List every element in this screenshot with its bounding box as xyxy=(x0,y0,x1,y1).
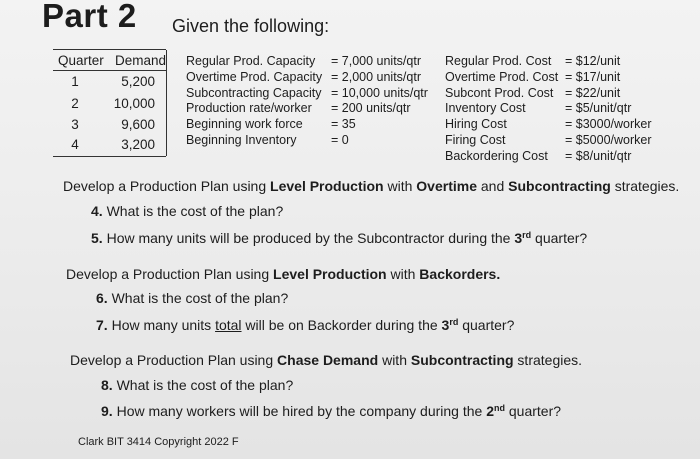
param-label: Beginning Inventory xyxy=(186,133,297,147)
emphasis: Subcontracting xyxy=(508,178,611,194)
param-value: = 0 xyxy=(331,133,349,147)
param-value: = $22/unit xyxy=(565,86,621,100)
demand-table xyxy=(53,49,166,157)
question-number: 4. xyxy=(91,203,103,219)
question-text: quarter? xyxy=(531,230,588,246)
question-text: What is the cost of the plan? xyxy=(116,377,294,393)
param-value: = 2,000 units/qtr xyxy=(331,70,421,84)
emphasis: 3 xyxy=(441,317,450,333)
question-text: will be on Backorder during the xyxy=(241,317,442,333)
question-number: 6. xyxy=(96,290,108,306)
param-value: = $12/unit xyxy=(565,54,621,68)
emphasis: Level Production xyxy=(270,178,384,194)
question-text: How many workers will be hired by the company during the xyxy=(116,403,487,419)
table-header-demand: Demand xyxy=(115,53,167,68)
given-heading: Given the following: xyxy=(172,16,330,36)
text: with xyxy=(378,352,411,368)
param-value: = 10,000 units/qtr xyxy=(331,86,428,100)
emphasis: 2 xyxy=(486,403,494,419)
table-cell-quarter: 2 xyxy=(71,96,79,111)
param-label: Subcontracting Capacity xyxy=(186,86,322,100)
param-label: Firing Cost xyxy=(445,133,506,147)
table-cell-demand: 10,000 xyxy=(113,96,155,111)
text: strategies. xyxy=(513,352,583,368)
param-label: Beginning work force xyxy=(186,117,303,131)
question-number: 7. xyxy=(96,317,108,333)
table-header-divider xyxy=(53,70,166,71)
superscript: rd xyxy=(449,317,459,327)
text: Develop a Production Plan using xyxy=(66,266,274,282)
table-cell-quarter: 1 xyxy=(71,74,79,89)
param-label: Regular Prod. Cost xyxy=(445,54,552,68)
text: strategies. xyxy=(610,178,680,194)
param-value: = $3000/worker xyxy=(565,117,652,131)
param-label: Inventory Cost xyxy=(445,101,526,115)
param-value: = 35 xyxy=(331,117,356,131)
question-text: How many units xyxy=(111,317,216,333)
page-title: Part 2 xyxy=(42,0,137,34)
table-cell-demand: 3,200 xyxy=(121,137,155,152)
question-text: What is the cost of the plan? xyxy=(106,203,284,219)
table-cell-demand: 5,200 xyxy=(121,74,155,89)
text: with xyxy=(383,178,417,194)
param-value: = $5/unit/qtr xyxy=(565,101,632,115)
table-cell-quarter: 3 xyxy=(71,117,79,132)
question-5 xyxy=(91,230,587,246)
question-8 xyxy=(101,377,293,393)
param-value: = 7,000 units/qtr xyxy=(331,54,421,68)
question-7 xyxy=(96,317,514,333)
text: with xyxy=(386,266,420,282)
param-label: Regular Prod. Capacity xyxy=(186,54,316,68)
param-value: = $5000/worker xyxy=(565,133,652,147)
emphasis: 3 xyxy=(514,230,523,246)
param-label: Overtime Prod. Capacity xyxy=(186,70,323,84)
param-value: = $17/unit xyxy=(565,70,621,84)
emphasis: Chase Demand xyxy=(277,352,379,368)
footer-copyright: Clark BIT 3414 Copyright 2022 F xyxy=(78,436,239,448)
question-text: How many units will be produced by the Subcontractor during the xyxy=(106,230,515,246)
emphasis: Backorders. xyxy=(419,266,501,282)
emphasis: Overtime xyxy=(416,178,477,194)
section1-intro xyxy=(63,178,679,194)
question-6 xyxy=(96,290,288,306)
param-label: Production rate/worker xyxy=(186,101,312,115)
question-number: 9. xyxy=(101,403,113,419)
question-text: quarter? xyxy=(505,403,562,419)
param-value: = 200 units/qtr xyxy=(331,101,411,115)
param-value: = $8/unit/qtr xyxy=(565,149,632,163)
text: Develop a Production Plan using xyxy=(63,178,271,194)
param-label: Hiring Cost xyxy=(445,117,507,131)
table-cell-quarter: 4 xyxy=(71,137,79,152)
section3-intro xyxy=(70,352,582,368)
section2-intro xyxy=(66,266,500,282)
question-text: quarter? xyxy=(458,317,515,333)
superscript: rd xyxy=(522,230,532,240)
question-number: 5. xyxy=(91,230,103,246)
param-label: Backordering Cost xyxy=(445,149,548,163)
text: Develop a Production Plan using xyxy=(70,352,278,368)
table-header-quarter: Quarter xyxy=(58,53,104,68)
question-text: What is the cost of the plan? xyxy=(111,290,289,306)
underlined-text: total xyxy=(215,317,242,333)
table-right-border xyxy=(166,50,167,156)
superscript: nd xyxy=(494,403,505,413)
question-9 xyxy=(101,403,561,419)
question-4 xyxy=(91,203,283,219)
param-label: Overtime Prod. Cost xyxy=(445,70,559,84)
question-number: 8. xyxy=(101,377,113,393)
param-label: Subcont Prod. Cost xyxy=(445,86,554,100)
emphasis: Subcontracting xyxy=(410,352,514,368)
text: and xyxy=(477,178,509,194)
emphasis: Level Production xyxy=(273,266,387,282)
table-cell-demand: 9,600 xyxy=(121,117,155,132)
